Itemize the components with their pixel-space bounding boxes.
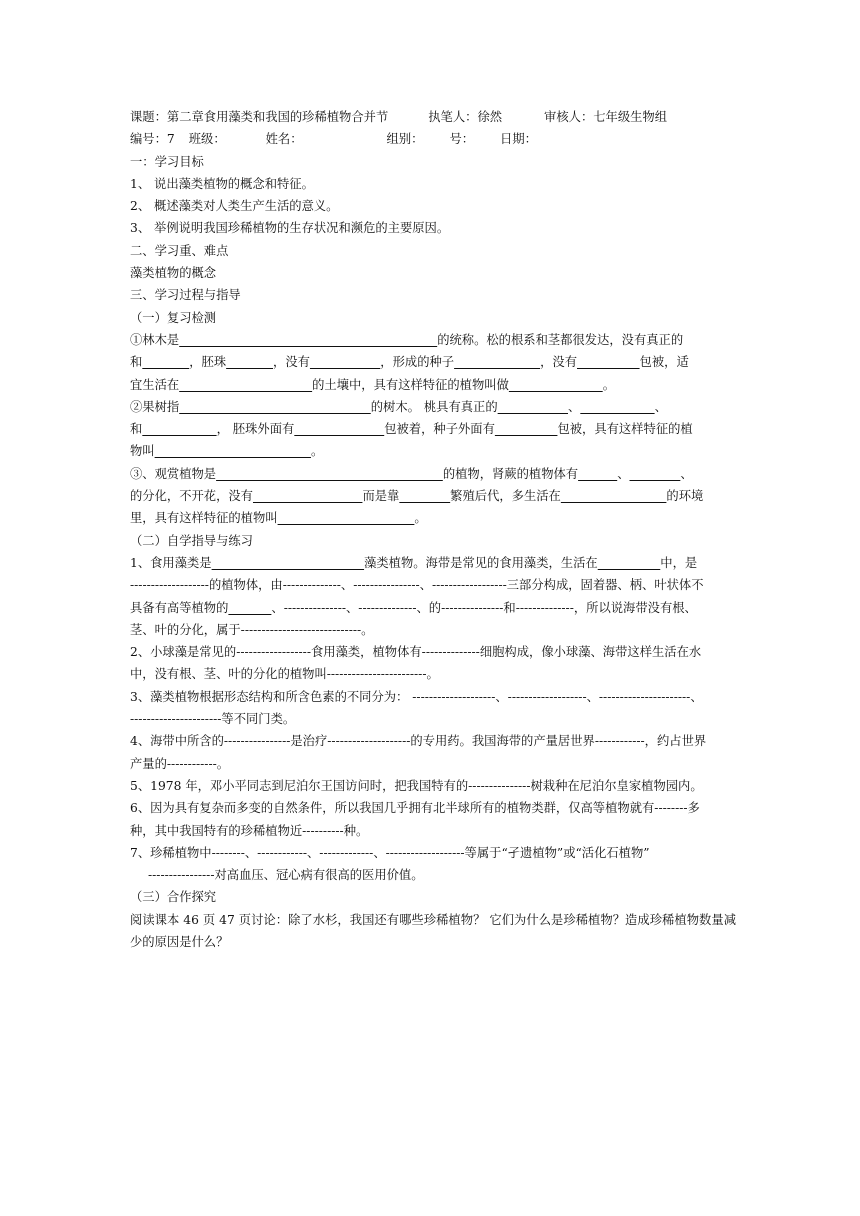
blank [228,601,271,615]
key-points-text: 藻类植物的概念 [130,266,217,281]
blank [179,378,312,392]
blank [578,467,617,481]
blank [212,556,364,570]
self-s1-line-2: -------------------的植物体，由--------------、----------------、------------------三部分构成，固着器、柄、叶状体不 [130,578,704,593]
blank [498,400,568,414]
blank [278,511,415,525]
name-label: 姓名： [265,132,303,147]
blank [577,355,640,369]
blank [495,422,558,436]
self-s7-line-1: 7、珍稀植物中--------、------------、-------------、-------------------等属于“孑遗植物”或“活化石植物” [130,845,650,860]
worksheet [130,106,736,953]
self-s1-line-3: 具备有高等植物的 、---------------、--------------、的---------------和--------------，所以说海带没有根、 [130,600,697,615]
goals-heading: 一：学习目标 [130,154,204,169]
number-label: 编号：7 [130,132,175,147]
goal-item: 1、 说出藻类植物的概念和特征。 [130,176,314,191]
review-q1-line-2: 和 ，胚珠 ，没有 ，形成的种子 ，没有 包被，适 [130,355,689,370]
review-heading: （一）复习检测 [130,310,217,325]
review-q3-line-3: 里，具有这样特征的植物叫 。 [130,511,427,526]
class-label: 班级： [188,132,226,147]
review-q1-line-1: ①林木是 的统称。松的根系和茎都很发达，没有真正的 [130,332,684,347]
blank [142,355,189,369]
blank [580,400,654,414]
self-s5: 5、1978 年，邓小平同志到尼泊尔王国访问时，把我国特有的---------------树栽种在尼泊尔皇家植物园内。 [130,778,703,793]
coop-heading: （三）合作探究 [130,890,217,905]
review-q2-line-3: 物叫 。 [130,444,324,459]
group-label: 组别： [386,132,424,147]
key-points-heading: 二、学习重、难点 [130,243,229,258]
process-heading: 三、学习过程与指导 [130,288,241,303]
review-q2-line-1: ②果树指 的树木。 桃具有真正的 、 、 [130,399,667,414]
blank [253,489,362,503]
header-row-2 [130,128,736,150]
blank [598,556,661,570]
blank [142,422,216,436]
blank [179,333,437,347]
self-s2-line-2: 中，没有根、茎、叶的分化的植物叫------------------------。 [130,667,439,682]
self-s4-line-2: 产量的------------。 [130,756,230,771]
date-label: 日期： [500,132,537,147]
self-s6-line-1: 6、因为具有复杂而多变的自然条件，所以我国几乎拥有北半球所有的植物类群，仅高等植物就有--------多 [130,801,700,816]
self-s4-line-1: 4、海带中所含的----------------是治疗--------------------的专用药。我国海带的产量居世界------------，约占世界 [130,734,707,749]
header-row-1 [130,106,736,128]
review-q1-line-3: 宜生活在 的土壤中，具有这样特征的植物叫做 。 [130,377,615,392]
author-label: 执笔人：徐然 [428,110,503,124]
blank [454,355,540,369]
self-s6-line-2: 种，其中我国特有的珍稀植物近----------种。 [130,823,369,838]
reviewer-label: 审核人：七年级生物组 [544,110,668,124]
self-s1-line-4: 茎、叶的分化，属于-----------------------------。 [130,622,374,637]
blank [179,400,371,414]
goal-item: 2、 概述藻类对人类生产生活的意义。 [130,199,339,214]
blank [226,355,273,369]
goal-item: 3、 举例说明我国珍稀植物的生存状况和濒危的主要原因。 [130,221,450,236]
self-s1-line-1: 1、食用藻类是 藻类植物。海带是常见的食用藻类，生活在 中，是 [130,555,698,570]
self-s3-line-1: 3、藻类植物根据形态结构和所含色素的不同分为： --------------------、-------------------、----------------------、 [130,689,703,704]
blank [310,355,380,369]
blank [294,422,384,436]
blank [630,467,681,481]
review-q3-line-1: ③、观赏植物是 的植物，肾蕨的植物体有 、 、 [130,466,693,481]
blank [509,378,603,392]
self-study-heading: （二）自学指导与练习 [130,533,253,548]
blank [561,489,667,503]
blank [155,444,311,458]
review-q2-line-2: 和 ， 胚珠外面有 包被着，种子外面有 包被，具有这样特征的植 [130,422,693,437]
self-s3-line-2: ----------------------等不同门类。 [130,712,296,727]
coop-text: 阅读课本 46 页 47 页讨论：除了水杉，我国还有哪些珍稀植物？ 它们为什么是珍稀植物？造成珍稀植物数量减少的原因是什么？ [130,912,736,949]
self-s7-line-2: ----------------对高血压、冠心病有很高的医用价值。 [148,868,424,883]
review-q3-line-2: 的分化，不开花，没有 而是靠 繁殖后代，多生活在 的环境 [130,489,704,504]
blank [216,467,443,481]
blank [399,489,450,503]
self-s2-line-1: 2、小球藻是常见的------------------食用藻类，植物体有--------------细胞构成，像小球藻、海带这样生活在水 [130,645,702,660]
seat-label: 号： [449,132,475,147]
topic-label: 课题：第二章食用藻类和我国的珍稀植物合并节 [130,110,389,124]
